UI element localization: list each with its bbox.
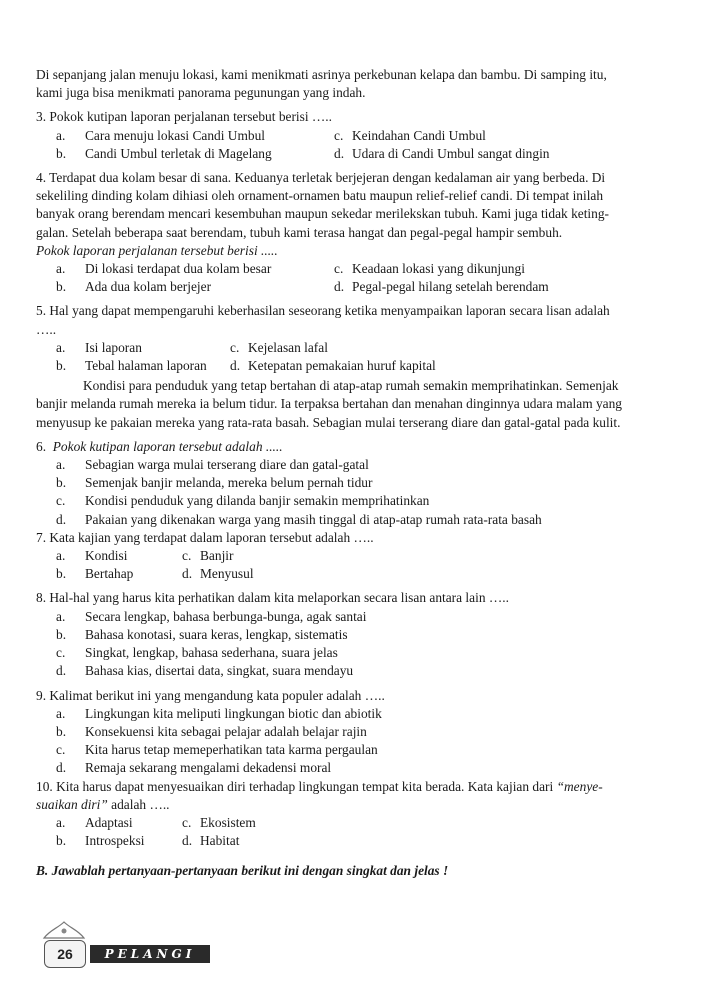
option-row [36, 626, 686, 644]
option-row [36, 547, 686, 565]
text-line: kami juga bisa menikmati panorama pegunungan yang indah. [36, 85, 366, 101]
option-letter: d. [56, 511, 67, 527]
text-line: Di sepanjang jalan menuju lokasi, kami menikmati asrinya perkebunan kelapa dan bambu. Di samping itu, [36, 67, 607, 82]
option-b: Bertahap [85, 566, 134, 582]
text-line: banyak orang berendam mencari kesembuhan maupun sekedar merilekskan tubuh. Kami juga tidak keting- [36, 206, 610, 222]
option-d: Menyusul [200, 566, 254, 582]
document-page [36, 66, 686, 881]
question-stem-cont [36, 796, 686, 814]
option-row [36, 662, 686, 680]
option-c: Kita harus tetap memeperhatikan tata karma pergaulan [85, 742, 378, 758]
option-letter: a. [56, 548, 66, 564]
option-d: Remaja sekarang mengalami dekadensi moral [85, 760, 332, 776]
option-row [36, 492, 686, 510]
question-stem: 8. Hal-hal yang harus kita perhatikan dalam kita melaporkan secara lisan antara lain ….. [36, 590, 509, 606]
option-row [36, 127, 686, 145]
option-c: Keadaan lokasi yang dikunjungi [352, 261, 525, 277]
option-row [36, 723, 686, 741]
question-3 [36, 108, 686, 163]
option-b: Tebal halaman laporan [85, 358, 207, 374]
question-8 [36, 589, 686, 680]
option-d: Pakaian yang dikenakan warga yang masih tinggal di atap-atap rumah rata-rata basah [85, 511, 542, 527]
option-letter: c. [334, 127, 344, 143]
option-c: Singkat, lengkap, bahasa sederhana, suara jelas [85, 645, 338, 661]
option-a: Secara lengkap, bahasa berbunga-bunga, agak santai [85, 608, 367, 624]
option-letter: d. [182, 833, 193, 849]
option-d: Pegal-pegal hilang setelah berendam [352, 279, 549, 295]
quoted-term: suaikan diri” [36, 796, 108, 812]
text-line: Kondisi para penduduk yang tetap bertahan di atap-atap rumah semakin memprihatinkan. Semenjak [83, 378, 619, 394]
question-9 [36, 687, 686, 778]
option-letter: a. [56, 705, 66, 721]
option-c: Keindahan Candi Umbul [352, 127, 486, 143]
option-b: Introspeksi [85, 833, 145, 849]
option-row [36, 644, 686, 662]
question-5 [36, 302, 686, 375]
option-letter: a. [56, 339, 66, 355]
option-letter: a. [56, 261, 66, 277]
question-stem [36, 778, 686, 796]
option-c: Kejelasan lafal [248, 339, 328, 355]
option-letter: b. [56, 566, 67, 582]
question-stem-text: 10. Kita harus dapat menyesuaikan diri terhadap lingkungan tempat kita berada. Kata kajian dari [36, 778, 557, 794]
option-row [36, 832, 686, 850]
option-row [36, 260, 686, 278]
ornament-icon [40, 920, 88, 940]
option-c: Banjir [200, 548, 234, 564]
page-number: 26 [44, 940, 86, 968]
text-line: 4. Terdapat dua kolam besar di sana. Keduanya terletak berjejeran dengan kedalaman air yang berbeda. Di [36, 170, 606, 186]
option-letter: c. [230, 339, 240, 355]
text-line: banjir melanda rumah mereka ia belum tidur. Ia terpaksa bertahan dan menahan dinginnya udara malam yang [36, 396, 622, 412]
option-row [36, 741, 686, 759]
option-a: Di lokasi terdapat dua kolam besar [85, 261, 272, 277]
question-stem-text: adalah ….. [107, 796, 170, 812]
question-number: 6. [36, 438, 47, 454]
option-a: Sebagian warga mulai terserang diare dan gatal-gatal [85, 457, 369, 473]
option-letter: b. [56, 833, 67, 849]
option-a: Kondisi [85, 548, 128, 564]
brand-label: PELANGI [90, 945, 210, 963]
question-7 [36, 529, 686, 584]
option-b: Candi Umbul terletak di Magelang [85, 145, 272, 161]
option-letter: d. [230, 358, 241, 374]
option-letter: a. [56, 457, 66, 473]
option-row [36, 565, 686, 583]
option-letter: a. [56, 608, 66, 624]
text-line: menyusup ke pakaian mereka yang rata-rata basah. Sebagian mulai terserang diare dan gatal-gatal pada kulit. [36, 414, 621, 430]
option-letter: b. [56, 145, 67, 161]
option-d: Udara di Candi Umbul sangat dingin [352, 145, 550, 161]
question-stem: 9. Kalimat berikut ini yang mengandung kata populer adalah ….. [36, 687, 385, 703]
option-row [36, 456, 686, 474]
option-row [36, 511, 686, 529]
option-letter: c. [334, 261, 344, 277]
option-a: Lingkungan kita meliputi lingkungan biotic dan abiotik [85, 705, 382, 721]
option-letter: d. [182, 566, 193, 582]
passage-paragraph [36, 377, 686, 432]
option-letter: d. [56, 663, 67, 679]
option-row [36, 608, 686, 626]
option-d: Ketepatan pemakaian huruf kapital [248, 358, 436, 374]
option-c: Kondisi penduduk yang dilanda banjir semakin memprihatinkan [85, 493, 430, 509]
question-stem: 7. Kata kajian yang terdapat dalam laporan tersebut adalah ….. [36, 529, 374, 545]
option-c: Ekosistem [200, 814, 256, 830]
option-b: Ada dua kolam berjejer [85, 279, 212, 295]
question-passage [36, 169, 686, 242]
intro-paragraph [36, 66, 686, 102]
question-stem: 3. Pokok kutipan laporan perjalanan tersebut berisi ….. [36, 109, 333, 125]
option-a: Isi laporan [85, 339, 142, 355]
option-row [36, 145, 686, 163]
question-stem-text: Pokok kutipan laporan tersebut adalah ..... [52, 438, 283, 454]
option-b: Semenjak banjir melanda, mereka belum pernah tidur [85, 475, 373, 491]
option-letter: a. [56, 127, 66, 143]
question-4 [36, 169, 686, 296]
option-letter: b. [56, 626, 67, 642]
option-row [36, 474, 686, 492]
option-row [36, 705, 686, 723]
option-letter: c. [56, 645, 66, 661]
option-row [36, 759, 686, 777]
option-d: Habitat [200, 833, 240, 849]
option-a: Adaptasi [85, 814, 133, 830]
option-row [36, 278, 686, 296]
option-b: Konsekuensi kita sebagai pelajar adalah belajar rajin [85, 723, 367, 739]
text-line: galan. Setelah beberapa saat berendam, tubuh kami terasa hangat dan pegal-pegal hampir sembuh. [36, 224, 563, 240]
question-stem [36, 438, 686, 456]
option-letter: c. [182, 548, 192, 564]
option-d: Bahasa kias, disertai data, singkat, suara mendayu [85, 663, 354, 679]
question-stem: 5. Hal yang dapat mempengaruhi keberhasilan seseorang ketika menyampaikan laporan secara lisan adalah [36, 303, 610, 319]
option-letter: d. [56, 760, 67, 776]
option-letter: d. [334, 279, 345, 295]
option-letter: c. [56, 742, 66, 758]
option-letter: c. [182, 814, 192, 830]
text-line: sekeliling dinding kolam dihiasi oleh ornament-ornamen batu maupun relief-relief candi. Di tempat inilah [36, 188, 604, 204]
question-stem-cont: ….. [36, 321, 57, 337]
section-heading: B. Jawablah pertanyaan-pertanyaan berikut ini dengan singkat dan jelas ! [36, 863, 449, 879]
option-row [36, 814, 686, 832]
question-10 [36, 778, 686, 851]
option-letter: d. [334, 145, 345, 161]
option-letter: b. [56, 475, 67, 491]
question-6 [36, 438, 686, 529]
question-stem: Pokok laporan perjalanan tersebut berisi ..... [36, 242, 278, 258]
option-letter: b. [56, 358, 67, 374]
option-letter: b. [56, 279, 67, 295]
option-letter: c. [56, 493, 66, 509]
option-row [36, 339, 686, 357]
quoted-term: “menye- [556, 778, 603, 794]
option-b: Bahasa konotasi, suara keras, lengkap, sistematis [85, 626, 348, 642]
option-letter: a. [56, 814, 66, 830]
page-footer [36, 934, 236, 974]
option-letter: b. [56, 723, 67, 739]
option-row [36, 357, 686, 375]
option-a: Cara menuju lokasi Candi Umbul [85, 127, 266, 143]
